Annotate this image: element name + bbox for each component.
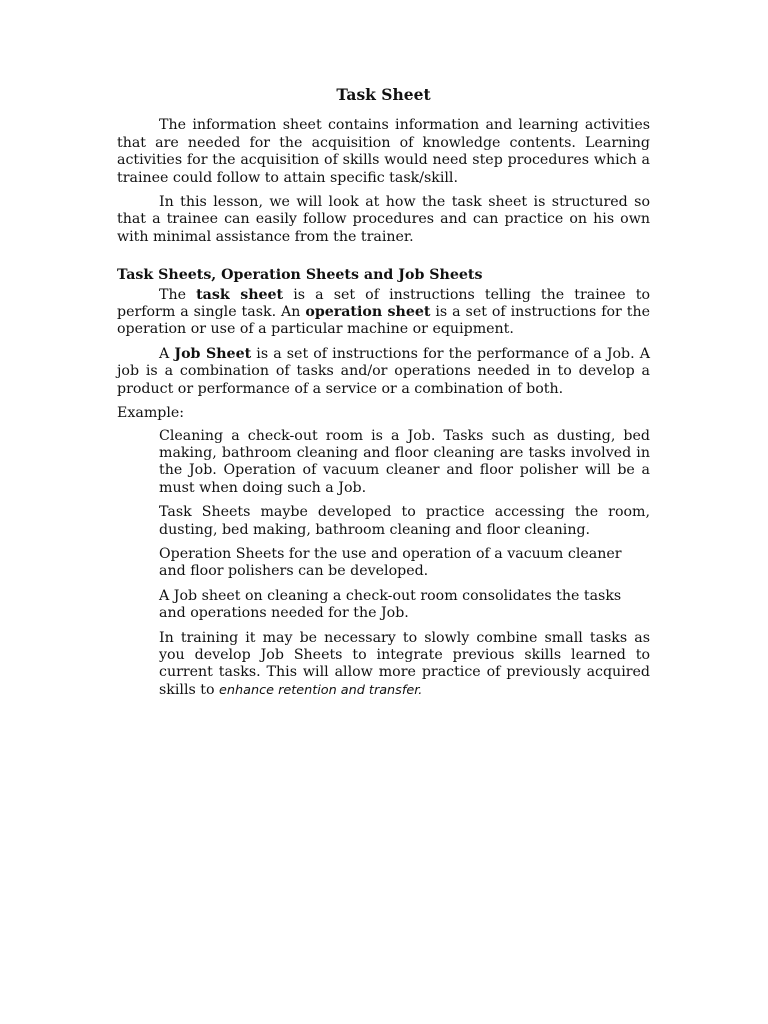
document-page: [117, 86, 650, 699]
definition-text: A: [159, 345, 175, 362]
definition-text: is a set of instructions for the performance of a Job. A job is a combination of tasks and/or operations needed in to develop a product or performance of a service or a combination of both.: [117, 345, 651, 397]
definition-paragraph-1: [117, 287, 650, 339]
example-text: In training it may be necessary to slowly combine small tasks as you develop Job Sheets to integrate previous skills learned to current tasks. This will allow more practice of previously acquired skills to: [159, 629, 650, 698]
example-item-last: [159, 630, 650, 700]
term-job-sheet: Job Sheet: [174, 345, 252, 362]
intro-paragraph-1: The information sheet contains information and learning activities that are needed for the acquisition of knowledge contents. Learning activities for the acquisition of skills would need step procedures which a trainee could follow to attain specific task/skill.: [117, 117, 650, 186]
example-italic-text: enhance retention and transfer.: [219, 682, 423, 698]
intro-paragraph-2: In this lesson, we will look at how the task sheet is structured so that a trainee can easily follow procedures and can practice on his own with minimal assistance from the trainer.: [117, 194, 650, 245]
definition-text: is a set of instructions for the operation or use of a particular machine or equipment.: [117, 304, 650, 338]
example-item: Cleaning a check-out room is a Job. Tasks such as dusting, bed making, bathroom cleaning and floor cleaning are tasks involved in the Job. Operation of vacuum cleaner and floor polisher will be a must when doing such a Job.: [159, 427, 650, 496]
document-title: Task Sheet: [336, 85, 431, 104]
example-label: Example:: [117, 405, 185, 422]
definition-paragraph-2: [117, 346, 650, 398]
example-item: A Job sheet on cleaning a check-out room consolidates the tasks and operations needed for the Job.: [159, 587, 622, 622]
definition-text: is a set of instructions telling the trainee to perform a single task. An: [117, 286, 651, 321]
example-list: [117, 428, 650, 700]
definition-text: The: [159, 286, 197, 303]
section-heading: Task Sheets, Operation Sheets and Job Sheets: [117, 267, 483, 284]
term-operation-sheet: operation sheet: [305, 304, 431, 321]
example-item: Operation Sheets for the use and operation of a vacuum cleaner and floor polishers can be developed.: [159, 545, 622, 580]
term-task-sheet: task sheet: [196, 286, 284, 303]
example-item: Task Sheets maybe developed to practice accessing the room, dusting, bed making, bathroom cleaning and floor cleaning.: [159, 504, 650, 538]
